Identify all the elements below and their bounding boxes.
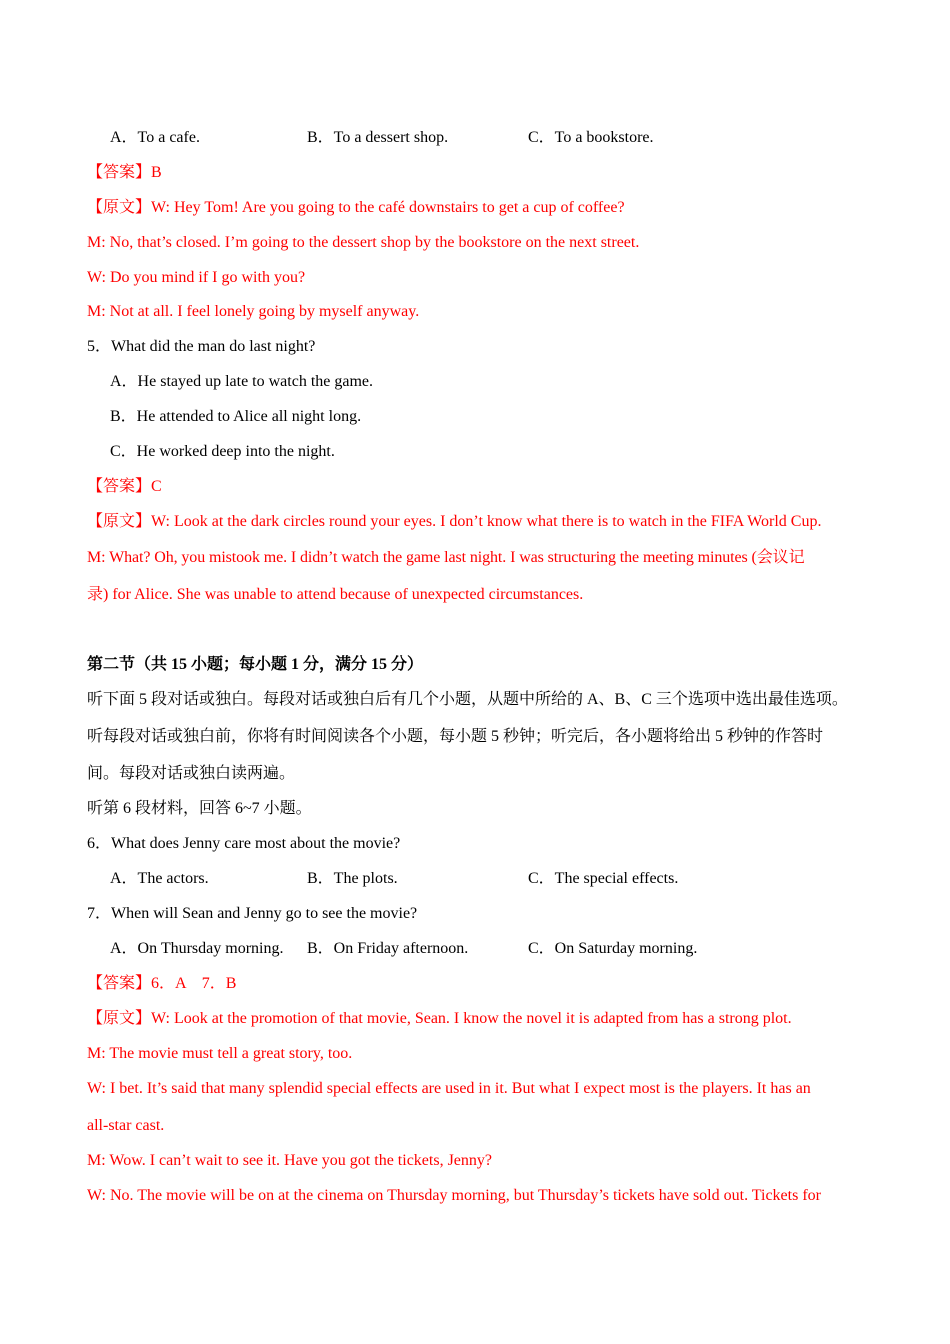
transcript-text: W: Look at the dark circles round your eyes. I don’t know what there is to watch in the FIFA World Cup. [151, 513, 822, 530]
transcript-label: 【原文】 [87, 199, 152, 216]
q67-transcript-line: W: I bet. It’s said that many splendid special effects are used in it. But what I expect most is the players. It has an [87, 1080, 811, 1097]
q67-answer [87, 974, 236, 994]
transcript-label: 【原文】 [87, 1010, 152, 1027]
transcript-text: W: Hey Tom! Are you going to the café downstairs to get a cup of coffee? [151, 199, 625, 216]
q4-transcript-line: M: Not at all. I feel lonely going by myself anyway. [87, 303, 420, 320]
section-instruction: 听第 6 段材料，回答 6~7 小题。 [87, 800, 312, 817]
q7-question: 7．When will Sean and Jenny go to see the movie? [87, 905, 418, 922]
q5-option-a: A．He stayed up late to watch the game. [110, 373, 374, 390]
transcript-label: 【原文】 [87, 513, 152, 530]
section-title: 第二节（共 15 小题；每小题 1 分，满分 15 分） [87, 656, 424, 673]
q67-transcript-line [87, 1009, 792, 1029]
q4-option-c: C．To a bookstore. [528, 129, 654, 146]
q5-question: 5．What did the man do last night? [87, 338, 316, 355]
answer-label: 【答案】 [87, 975, 152, 992]
q4-transcript-line [87, 198, 625, 218]
q7-option-b: B．On Friday afternoon. [307, 940, 469, 957]
q67-transcript-line: all-star cast. [87, 1117, 165, 1134]
q6-option-b: B．The plots. [307, 870, 398, 887]
q67-transcript-line: W: No. The movie will be on at the cinema on Thursday morning, but Thursday’s tickets have sold out. Tickets for [87, 1187, 821, 1204]
section-instruction: 听每段对话或独白前，你将有时间阅读各个小题，每小题 5 秒钟；听完后，各小题将给出 5 秒钟的作答时 [87, 728, 824, 745]
answer-value: 6．A 7．B [151, 975, 237, 992]
answer-label: 【答案】 [87, 478, 152, 495]
q5-option-b: B．He attended to Alice all night long. [110, 408, 362, 425]
q5-option-c: C．He worked deep into the night. [110, 443, 335, 460]
q5-transcript-line [87, 512, 821, 532]
answer-value: B [151, 164, 162, 181]
q4-transcript-line: M: No, that’s closed. I’m going to the dessert shop by the bookstore on the next street. [87, 234, 640, 251]
section-instruction: 听下面 5 段对话或独白。每段对话或独白后有几个小题，从题中所给的 A、B、C 三个选项中选出最佳选项。 [87, 691, 848, 708]
transcript-text: W: Look at the promotion of that movie, Sean. I know the novel it is adapted from has a strong plot. [151, 1010, 792, 1027]
answer-value: C [151, 478, 162, 495]
q67-transcript-line: M: Wow. I can’t wait to see it. Have you got the tickets, Jenny? [87, 1152, 492, 1169]
section-instruction: 间。每段对话或独白读两遍。 [87, 765, 296, 782]
q6-option-c: C．The special effects. [528, 870, 679, 887]
q7-option-a: A．On Thursday morning. [110, 940, 284, 957]
q5-transcript-line: 录) for Alice. She was unable to attend because of unexpected circumstances. [87, 586, 584, 603]
q6-question: 6．What does Jenny care most about the movie? [87, 835, 401, 852]
q4-answer [87, 163, 162, 183]
q67-transcript-line: M: The movie must tell a great story, too. [87, 1045, 353, 1062]
q4-option-b: B．To a dessert shop. [307, 129, 449, 146]
q4-option-a: A．To a cafe. [110, 129, 200, 146]
q5-transcript-line: M: What? Oh, you mistook me. I didn’t watch the game last night. I was structuring the meeting minutes (会议记 [87, 549, 805, 566]
answer-label: 【答案】 [87, 164, 152, 181]
q5-answer [87, 477, 162, 497]
q7-option-c: C．On Saturday morning. [528, 940, 698, 957]
q4-transcript-line: W: Do you mind if I go with you? [87, 269, 306, 286]
q6-option-a: A．The actors. [110, 870, 209, 887]
